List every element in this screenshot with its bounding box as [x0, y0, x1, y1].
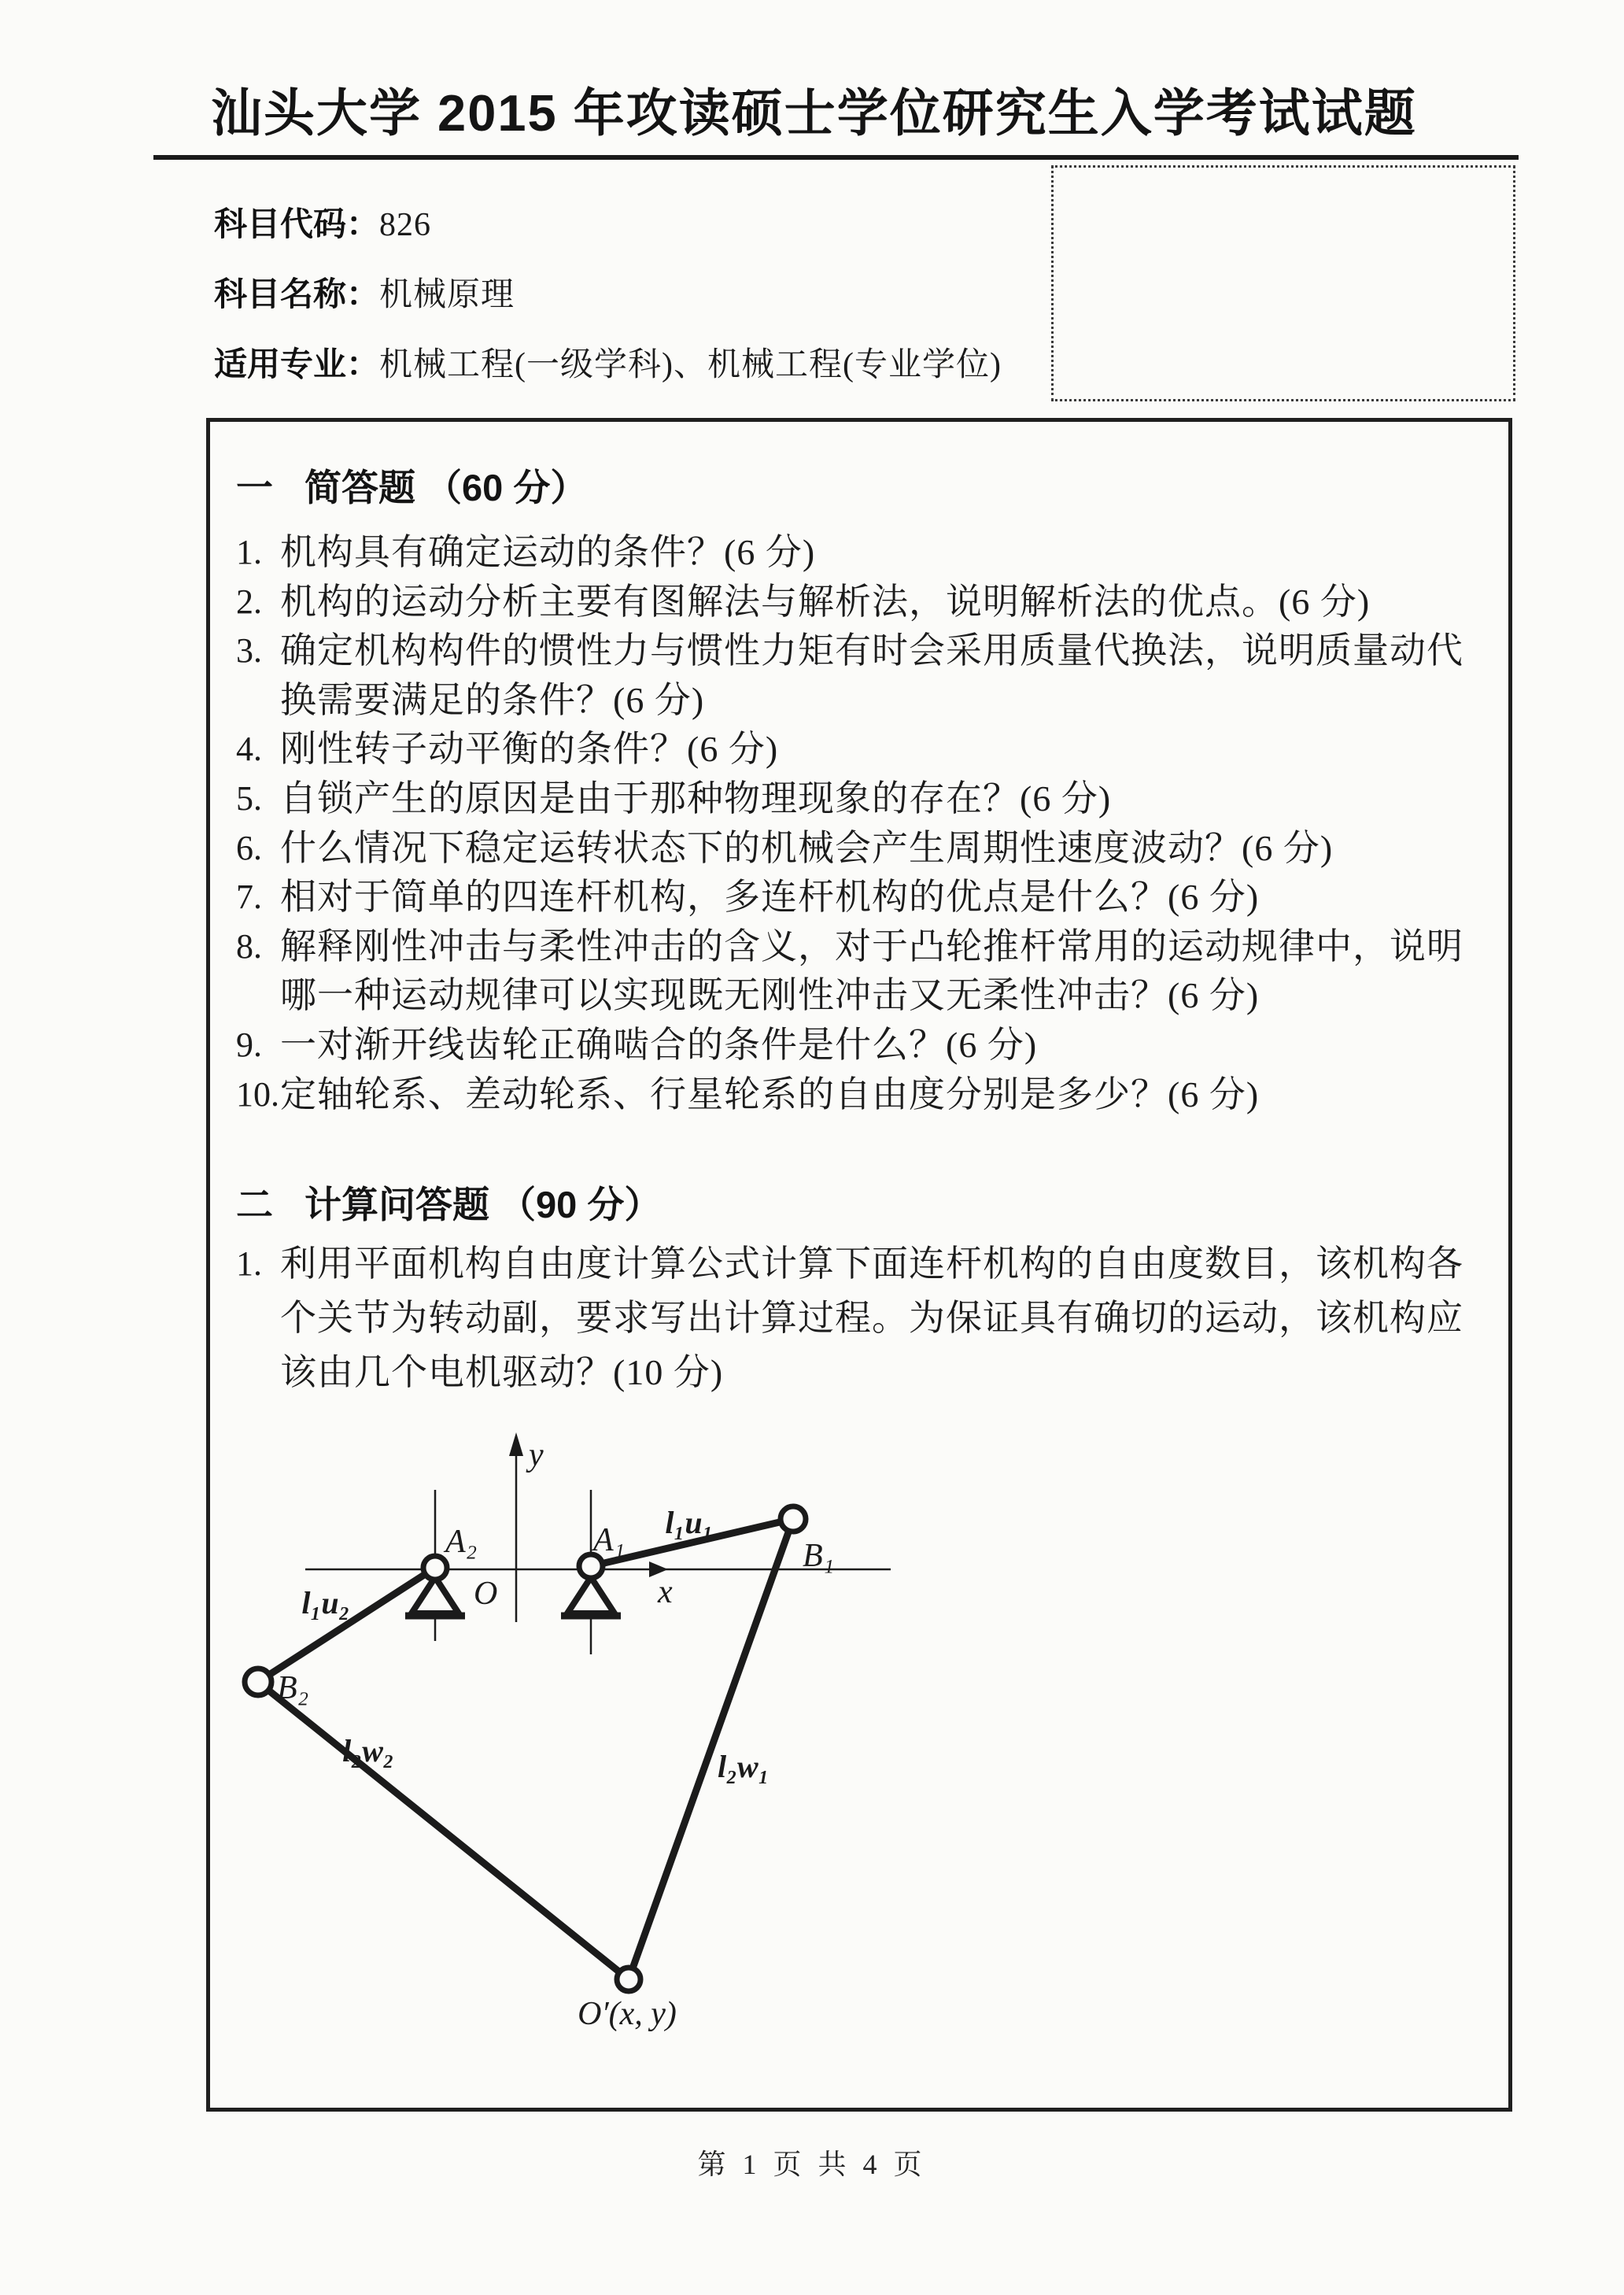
question-item	[236, 824, 1468, 874]
question-text: 什么情况下稳定运转状态下的机械会产生周期性速度波动？(6 分)	[280, 827, 1334, 868]
joint-b2	[245, 1669, 271, 1695]
question-item	[236, 528, 1468, 578]
applicable-major-value: 机械工程(一级学科)、机械工程(专业学位)	[379, 347, 1002, 383]
section-1-question-list	[236, 528, 1468, 1119]
question-number: 7.	[236, 878, 262, 917]
question-item	[236, 1021, 1468, 1070]
question-text: 利用平面机构自由度计算公式计算下面连杆机构的自由度数目，该机构各个关节为转动副，要求写出计算过程。为保证具有确切的运动，该机构应该由几个电机驱动？(10 分)	[280, 1244, 1463, 1392]
section-2-heading	[236, 1181, 661, 1229]
section-2-score: （90 分）	[499, 1184, 662, 1225]
section-1-number: 一	[236, 467, 273, 508]
joint-a2	[423, 1556, 447, 1580]
question-text: 自锁产生的原因是由于那种物理现象的存在？(6 分)	[280, 778, 1112, 819]
dotted-seal-box	[1051, 165, 1515, 401]
y-axis-arrow	[509, 1432, 523, 1456]
subject-code-row	[214, 198, 1002, 251]
question-number: 5.	[236, 778, 262, 818]
question-item	[236, 1236, 1468, 1399]
linkage-mechanism-figure	[236, 1401, 928, 2062]
subject-name-row	[214, 268, 1002, 321]
section-2-question-list	[236, 1236, 1468, 1399]
joint-b1	[781, 1506, 806, 1532]
subject-code-label: 科目代码：	[214, 205, 380, 242]
joint-oprime	[617, 1968, 640, 1991]
question-number: 8.	[236, 926, 262, 966]
link-l1u2-label: l₁u₂	[301, 1585, 350, 1621]
subject-name-value: 机械原理	[379, 277, 515, 313]
question-text: 机构的运动分析主要有图解法与解析法，说明解析法的优点。(6 分)	[280, 581, 1371, 622]
question-number: 1.	[236, 1244, 262, 1283]
page-title: 汕头大学 2015 年攻读硕士学位研究生入学考试试题	[211, 84, 1417, 142]
subject-code-value: 826	[379, 207, 432, 243]
question-text: 一对渐开线齿轮正确啮合的条件是什么？(6 分)	[280, 1024, 1038, 1065]
joint-b2-label: B₂	[277, 1670, 309, 1706]
question-text: 解释刚性冲击与柔性冲击的含义，对于凸轮推杆常用的运动规律中，说明哪一种运动规律可以实现既无刚性冲击又无柔性冲击？(6 分)	[280, 926, 1463, 1016]
section-1-title: 简答题	[304, 467, 415, 508]
question-text: 相对于简单的四连杆机构，多连杆机构的优点是什么？(6 分)	[280, 877, 1260, 918]
question-item	[236, 626, 1468, 725]
link-l2w2-label: l₂w₂	[342, 1733, 394, 1768]
question-item	[236, 725, 1468, 774]
section-1-score: （60 分）	[425, 467, 588, 508]
subject-name-label: 科目名称：	[214, 275, 380, 312]
question-number: 4.	[236, 730, 262, 769]
title-underline	[153, 155, 1519, 160]
link-l2w1-label: l₂w₁	[718, 1749, 770, 1784]
link-l1u1-label: l₁u₁	[665, 1505, 714, 1540]
section-2-number: 二	[236, 1184, 273, 1225]
question-number: 2.	[236, 582, 262, 621]
origin-label: O	[474, 1576, 498, 1612]
link-b2-oprime	[258, 1682, 629, 1979]
question-number: 3.	[236, 631, 262, 671]
question-item	[236, 578, 1468, 627]
joint-a1-label: A₁	[593, 1522, 626, 1558]
x-axis-label: x	[658, 1574, 673, 1610]
support-a2-triangle	[412, 1577, 459, 1613]
question-text: 机构具有确定运动的条件？(6 分)	[280, 532, 816, 572]
question-item	[236, 774, 1468, 824]
page-number-footer: 第 1 页 共 4 页	[697, 2149, 927, 2180]
question-number: 6.	[236, 828, 262, 867]
question-text: 确定机构构件的惯性力与惯性力矩有时会采用质量代换法，说明质量动代换需要满足的条件？(6 分)	[280, 630, 1463, 720]
question-number: 1.	[236, 533, 262, 571]
y-axis-label: y	[529, 1437, 544, 1473]
oprime-label: O′(x, y)	[578, 1996, 677, 2032]
question-number: 9.	[236, 1025, 262, 1064]
joint-a2-label: A₂	[445, 1524, 478, 1560]
applicable-major-label: 适用专业：	[214, 346, 380, 382]
header-info	[214, 198, 1002, 408]
question-item	[236, 922, 1468, 1021]
section-1-heading	[236, 464, 587, 512]
applicable-major-row	[214, 338, 1002, 391]
question-item	[236, 873, 1468, 922]
joint-b1-label: B₁	[803, 1538, 835, 1574]
section-2-title: 计算问答题	[304, 1184, 489, 1225]
question-text: 刚性转子动平衡的条件？(6 分)	[280, 729, 779, 770]
question-item	[236, 1070, 1468, 1120]
question-text: 定轴轮系、差动轮系、行星轮系的自由度分别是多少？(6 分)	[280, 1074, 1260, 1114]
question-number: 10.	[236, 1074, 279, 1114]
support-a1-triangle	[567, 1577, 615, 1613]
